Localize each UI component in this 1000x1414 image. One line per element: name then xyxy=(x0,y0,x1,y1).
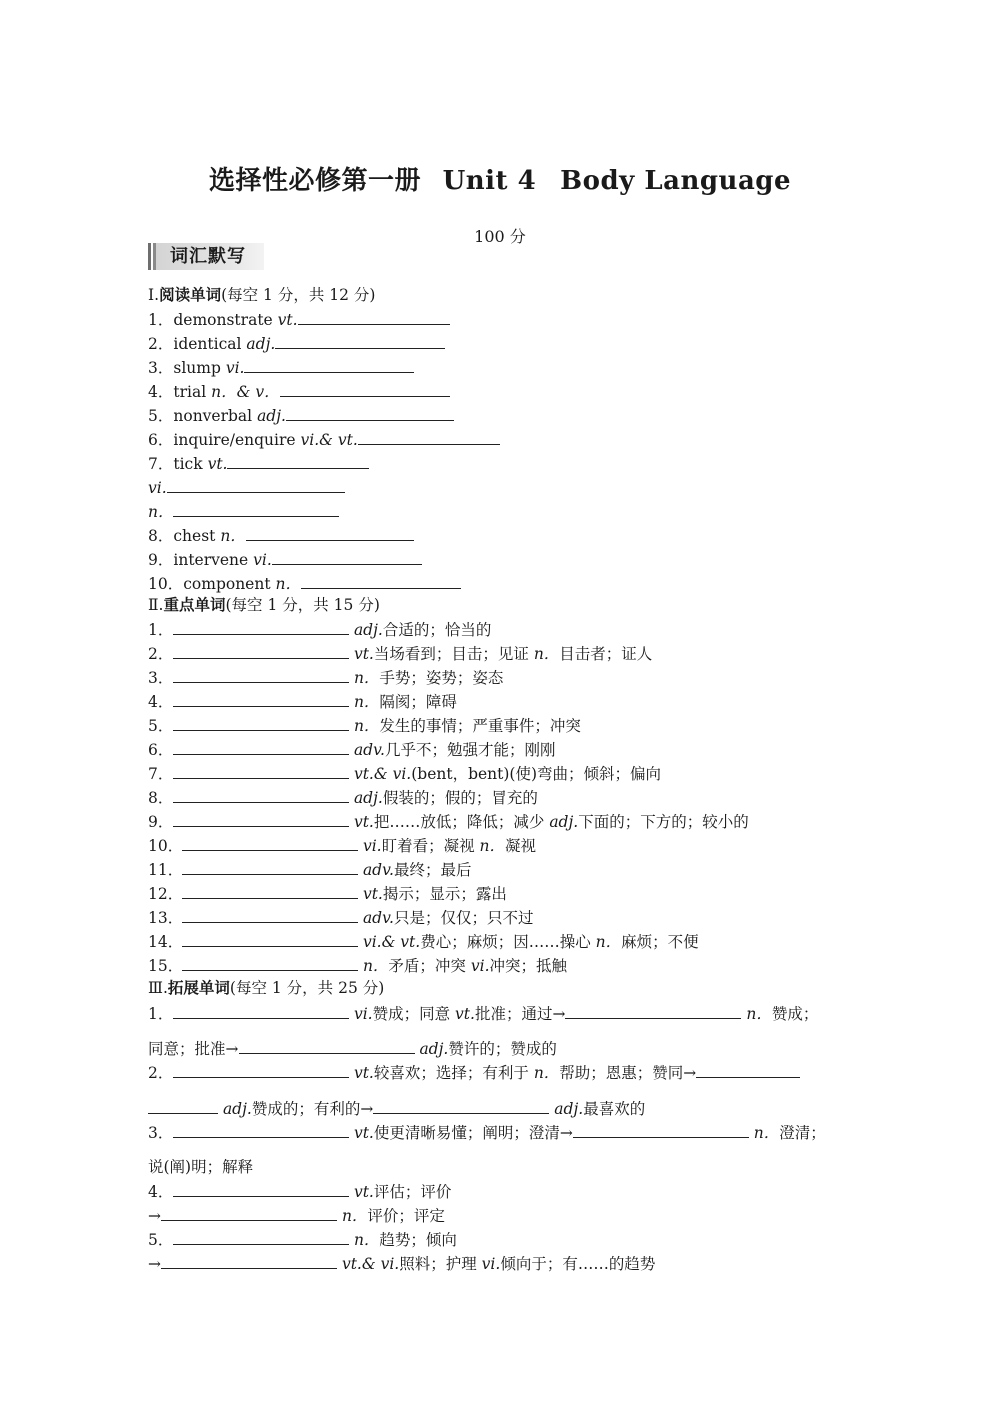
answer-blank[interactable] xyxy=(173,642,349,659)
reading-item-9: 9．intervene vi. xyxy=(148,548,422,570)
answer-blank[interactable] xyxy=(565,1002,741,1019)
reading-item-1: 1．demonstrate vt. xyxy=(148,308,450,330)
answer-blank[interactable] xyxy=(244,356,414,373)
extended-item-1-cont: 同意；批准→ adj.赞许的；赞成的 xyxy=(148,1037,557,1059)
extended-item-3-cont: 说(阐)明；解释 xyxy=(148,1158,254,1176)
reading-item-4: 4．trial n．& v． xyxy=(148,380,450,402)
reading-item-7-vi: vi. xyxy=(148,476,345,498)
reading-item-8: 8．chest n． xyxy=(148,524,414,546)
answer-blank[interactable] xyxy=(173,810,349,827)
title-chinese: 选择性必修第一册 xyxy=(208,166,421,196)
answer-blank[interactable] xyxy=(173,1002,349,1019)
answer-blank[interactable] xyxy=(173,1228,349,1245)
answer-blank[interactable] xyxy=(358,428,500,445)
key-word-item: 4． n．隔阂；障碍 xyxy=(148,690,457,712)
key-word-item: 3． n．手势；姿势；姿态 xyxy=(148,666,503,688)
answer-blank[interactable] xyxy=(280,380,450,397)
answer-blank[interactable] xyxy=(173,1121,349,1138)
reading-item-7: 7．tick vt. xyxy=(148,452,369,474)
key-word-item: 5． n．发生的事情；严重事件；冲突 xyxy=(148,714,581,736)
extended-item-4-cont: → n．评价；评定 xyxy=(148,1204,445,1226)
section-3-heading: Ⅲ.拓展单词(每空 1 分，共 25 分) xyxy=(148,978,385,997)
section-1-heading: Ⅰ.阅读单词(每空 1 分，共 12 分) xyxy=(148,285,376,304)
section-banner: 词汇默写 xyxy=(148,243,264,270)
answer-blank[interactable] xyxy=(182,882,358,899)
extended-item-3: 3． vt.使更清晰易懂；阐明；澄清→ n．澄清； xyxy=(148,1121,826,1143)
answer-blank[interactable] xyxy=(182,906,358,923)
answer-blank[interactable] xyxy=(373,1097,549,1114)
reading-item-10: 10．component n． xyxy=(148,572,461,594)
key-word-item: 14． vi.& vt.费心；麻烦；因……操心 n．麻烦；不便 xyxy=(148,930,699,952)
answer-blank[interactable] xyxy=(182,954,358,971)
answer-blank[interactable] xyxy=(173,690,349,707)
answer-blank[interactable] xyxy=(573,1121,749,1138)
key-word-item: 15． n．矛盾；冲突 vi.冲突；抵触 xyxy=(148,954,567,976)
key-word-item: 12． vt.揭示；显示；露出 xyxy=(148,882,507,904)
section-2-heading: Ⅱ.重点单词(每空 1 分，共 15 分) xyxy=(148,595,380,614)
answer-blank[interactable] xyxy=(301,572,461,589)
answer-blank[interactable] xyxy=(286,404,454,421)
answer-blank[interactable] xyxy=(182,930,358,947)
answer-blank[interactable] xyxy=(696,1061,800,1078)
answer-blank[interactable] xyxy=(173,666,349,683)
extended-item-2-cont: adj.赞成的；有利的→ adj.最喜欢的 xyxy=(148,1097,645,1119)
key-word-item: 2． vt.当场看到；目击；见证 n．目击者；证人 xyxy=(148,642,652,664)
answer-blank[interactable] xyxy=(173,738,349,755)
answer-blank[interactable] xyxy=(246,524,414,541)
answer-blank[interactable] xyxy=(161,1252,337,1269)
answer-blank[interactable] xyxy=(173,714,349,731)
key-word-item: 8． adj.假装的；假的；冒充的 xyxy=(148,786,538,808)
key-word-item: 6． adv.几乎不；勉强才能；刚刚 xyxy=(148,738,555,760)
answer-blank[interactable] xyxy=(173,1180,349,1197)
answer-blank[interactable] xyxy=(227,452,369,469)
key-word-item: 11． adv.最终；最后 xyxy=(148,858,471,880)
answer-blank[interactable] xyxy=(182,858,358,875)
answer-blank[interactable] xyxy=(298,308,450,325)
reading-item-3: 3．slump vi. xyxy=(148,356,414,378)
extended-item-5-cont: → vt.& vi.照料；护理 vi.倾向于；有……的趋势 xyxy=(148,1252,655,1274)
answer-blank[interactable] xyxy=(173,762,349,779)
answer-blank[interactable] xyxy=(239,1037,415,1054)
extended-item-1: 1． vi.赞成；同意 vt.批准；通过→ n．赞成； xyxy=(148,1002,818,1024)
key-word-item: 7． vt.& vi.(bent，bent)(使)弯曲；倾斜；偏向 xyxy=(148,762,661,784)
reading-item-6: 6．inquire/enquire vi.& vt. xyxy=(148,428,500,450)
answer-blank[interactable] xyxy=(161,1204,337,1221)
answer-blank[interactable] xyxy=(173,786,349,803)
key-word-item: 9． vt.把……放低；降低；减少 adj.下面的；下方的；较小的 xyxy=(148,810,749,832)
title-topic: Body Language xyxy=(560,166,792,196)
answer-blank[interactable] xyxy=(272,548,422,565)
key-word-item: 13． adv.只是；仅仅；只不过 xyxy=(148,906,533,928)
reading-item-7-n: n． xyxy=(148,500,339,522)
reading-item-5: 5．nonverbal adj. xyxy=(148,404,454,426)
key-word-item: 1． adj.合适的；恰当的 xyxy=(148,618,491,640)
extended-item-4: 4． vt.评估；评价 xyxy=(148,1180,451,1202)
answer-blank[interactable] xyxy=(182,834,358,851)
answer-blank[interactable] xyxy=(148,1097,218,1114)
answer-blank[interactable] xyxy=(275,332,445,349)
extended-item-2: 2． vt.较喜欢；选择；有利于 n．帮助；恩惠；赞同→ xyxy=(148,1061,800,1083)
answer-blank[interactable] xyxy=(173,500,339,517)
reading-item-2: 2．identical adj. xyxy=(148,332,445,354)
title-unit: Unit 4 xyxy=(442,166,537,196)
page-title xyxy=(0,160,1000,197)
answer-blank[interactable] xyxy=(167,476,345,493)
answer-blank[interactable] xyxy=(173,1061,349,1078)
extended-item-5: 5． n．趋势；倾向 xyxy=(148,1228,457,1250)
key-word-item: 10． vi.盯着看；凝视 n．凝视 xyxy=(148,834,536,856)
answer-blank[interactable] xyxy=(173,618,349,635)
total-score: 100 分 xyxy=(474,227,526,246)
